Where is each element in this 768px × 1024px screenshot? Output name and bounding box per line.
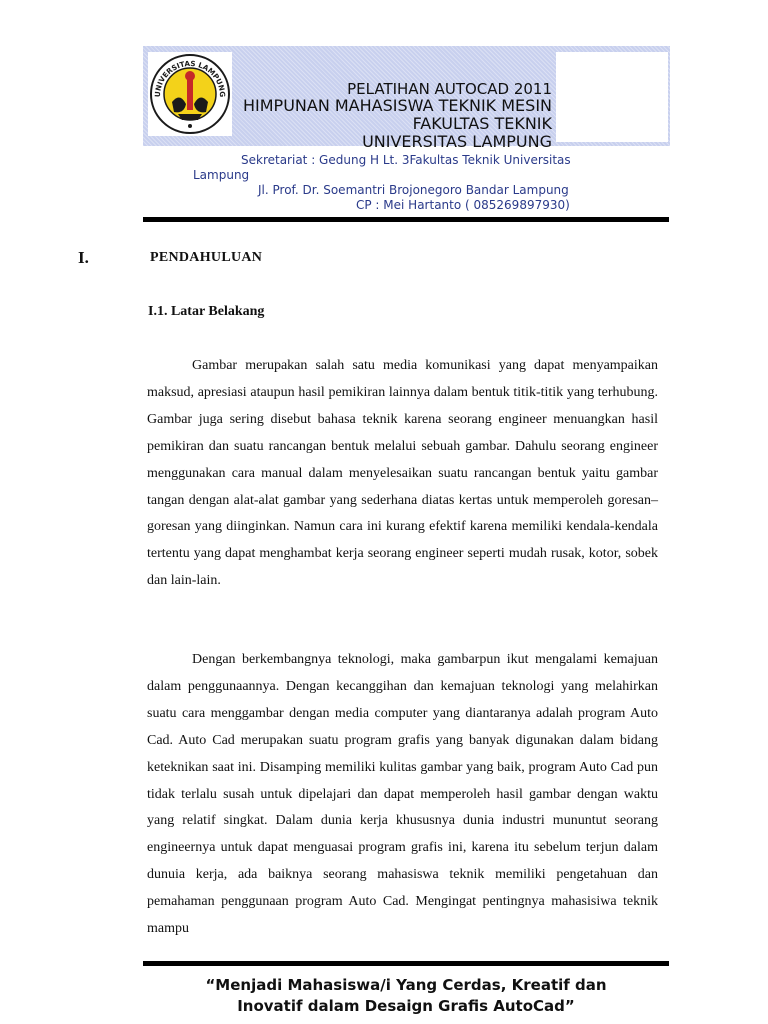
section-number: I. <box>78 248 89 267</box>
logo-ring-text: UNIVERSITAS LAMPUNG <box>152 58 228 98</box>
section-title: PENDAHULUAN <box>150 250 263 265</box>
header-event-title: PELATIHAN AUTOCAD 2011 <box>347 80 552 98</box>
university-seal-icon <box>148 52 232 136</box>
header-faculty: FAKULTAS TEKNIK <box>412 114 552 133</box>
footer-motto <box>143 975 669 1017</box>
secretariat-line: Sekretariat : Gedung H Lt. 3Fakultas Teknik Universitas <box>241 153 571 167</box>
secretariat-line-cont: Lampung <box>193 168 250 182</box>
footer-divider <box>143 961 669 966</box>
header-university: UNIVERSITAS LAMPUNG <box>362 132 552 151</box>
subsection-title: I.1. Latar Belakang <box>148 304 265 319</box>
header-organization: HIMPUNAN MAHASISWA TEKNIK MESIN <box>242 96 552 115</box>
body-paragraph-2: Dengan berkembangnya teknologi, maka gambarpun ikut mengalami kemajuan dalam penggunaannya. Dengan kecanggihan dan kemajuan teknologi yang melahirkan suatu cara menggambar dengan media computer yang diantaranya adalah program Auto Cad. Auto Cad merupakan suatu program grafis yang banyak digunakan dalam bidang keteknikan saat ini. Disamping memiliki kulitas gambar yang baik, program Auto Cad pun tidak terlalu susah untuk dipelajari dan dapat memperoleh hasil gambar dengan waktu yang relatif singkat. Dalam dunia kerja khususnya dunia industri mununtut seorang engineernya untuk dapat menguasai program grafis ini, karena itu sebelum terjun dalam dunuia kerja, ada baiknya seorang mahasiswa teknik memiliki pengetahuan dan pemahaman penggunaan program Auto Cad. Mengingat pentingnya mahasisiwa teknik mampu <box>147 652 658 937</box>
motto-line-1: “Menjadi Mahasiswa/i Yang Cerdas, Kreatif dan <box>205 976 607 994</box>
body-paragraph-1: Gambar merupakan salah satu media komunikasi yang dapat menyampaikan maksud, apresiasi ataupun hasil pemikiran lainnya dalam bentuk titik-titik yang terhubung. Gambar juga sering disebut bahasa teknik karena seorang engineer menuangkan hasil pemikiran dan suatu rancangan bentuk melalui sebuah gambar. Dahulu seorang engineer menggunakan cara manual dalam menyelesaikan suatu rancangan bentuk yaitu gambar tangan dengan alat-alat gambar yang sederhana diatas kertas untuk memperoleh goresan–goresan yang diinginkan. Namun cara ini kurang efektif karena memiliki kendala-kendala tertentu yang dapat menghambat kerja seorang engineer seperti mudah rusak, kotor, sobek dan lain-lain. <box>147 358 658 589</box>
header-blank-panel <box>556 52 668 142</box>
contact-line: CP : Mei Hartanto ( 085269897930) <box>356 198 570 212</box>
address-line: Jl. Prof. Dr. Soemantri Brojonegoro Bandar Lampung <box>258 183 569 197</box>
motto-line-2: Inovatif dalam Desaign Grafis AutoCad” <box>237 997 575 1015</box>
university-logo <box>148 52 232 136</box>
header-divider <box>143 217 669 222</box>
